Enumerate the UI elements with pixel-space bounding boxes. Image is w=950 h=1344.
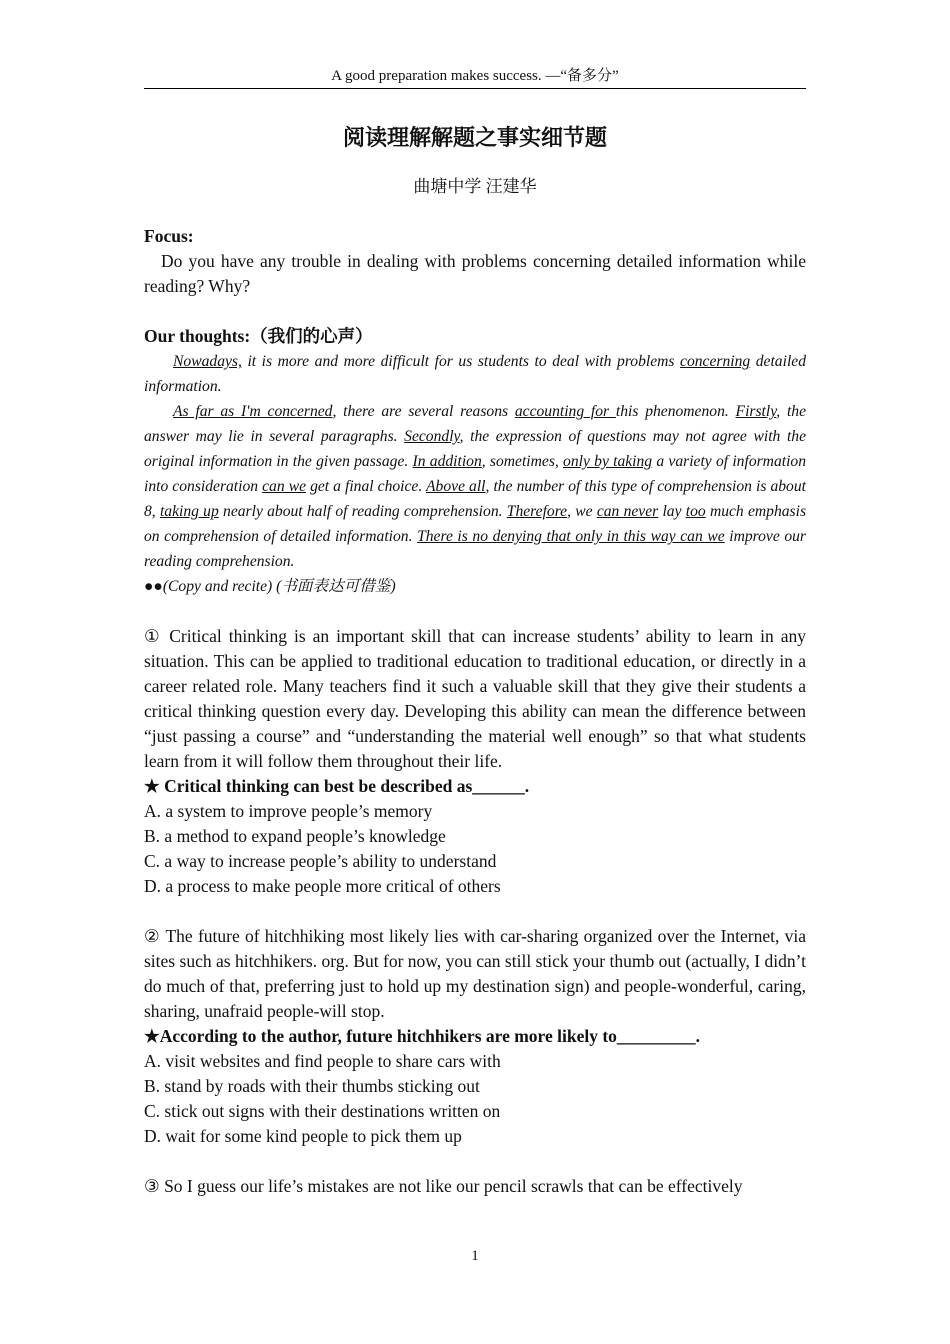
underlined-phrase: Firstly — [735, 403, 777, 420]
option-d: D. wait for some kind people to pick them up — [144, 1126, 462, 1146]
question-stem: ★ Critical thinking can best be described as______. — [144, 776, 530, 796]
spacer — [144, 899, 806, 924]
underlined-phrase: concerning — [680, 353, 751, 370]
thoughts-paragraph-1 — [144, 349, 806, 399]
text-segment: , the number of this type of comprehension is about 8, — [144, 478, 806, 520]
focus-text: Do you have any trouble in dealing with problems concerning detailed information while reading? Why? — [144, 251, 806, 296]
focus-label: Focus: — [144, 226, 194, 246]
document-body — [144, 224, 806, 1199]
passage-3-start: ③ So I guess our life’s mistakes are not like our pencil scrawls that can be effectively — [144, 1176, 743, 1196]
underlined-phrase: can never — [596, 503, 659, 520]
author-line: 曲塘中学 汪建华 — [413, 177, 537, 196]
option-a: A. visit websites and find people to share cars with — [144, 1051, 501, 1071]
underlined-phrase: only by taking — [563, 453, 653, 470]
text-segment: , sometimes, — [481, 453, 564, 470]
underlined-phrase: too — [685, 503, 706, 520]
passage-text: ① Critical thinking is an important skill that can increase students’ ability to learn in any situation. This can be applied to traditional education to traditional education, or directly in a career related role. Many teachers find it such a valuable skill that they give their students a critical thinking question every day. Developing this ability can mean the difference between “just passing a course” and “understanding the material well enough” so that what students learn from it will follow them throughout their life. — [144, 626, 806, 771]
option-d: D. a process to make people more critical of others — [144, 876, 501, 896]
question-stem: ★According to the author, future hitchhikers are more likely to_________. — [144, 1026, 701, 1046]
text-segment: a variety of information into consideration — [144, 453, 806, 495]
underlined-phrase: can we — [262, 478, 307, 495]
underlined-phrase: Therefore — [506, 503, 568, 520]
underlined-phrase: Nowadays, — [173, 353, 242, 370]
spacer — [144, 299, 806, 324]
passage-text: ② The future of hitchhiking most likely lies with car-sharing organized over the Internet, via sites such as hitchhikers. org. But for now, you can still stick your thumb out (actually, I didn’t do much of that, preferring just to hold up my destination sign) and people-wonderful, caring, sharing, unafraid people-will stop. — [144, 926, 806, 1021]
text-segment: , the expression of questions may not agree with the original information in the given passage. — [144, 428, 807, 470]
document-title: 阅读理解解题之事实细节题 — [342, 125, 607, 150]
text-segment: detailed information. — [144, 353, 806, 395]
text-segment: lay — [658, 503, 686, 520]
text-segment: nearly about half of reading comprehension. — [218, 503, 507, 520]
thoughts-paragraph-2 — [144, 399, 806, 574]
text-segment: this phenomenon. — [615, 403, 736, 420]
text-segment: improve our reading comprehension. — [144, 528, 806, 570]
underlined-phrase: accounting for — [514, 403, 616, 420]
question-2 — [144, 924, 806, 1149]
text-segment: , we — [567, 503, 597, 520]
underlined-phrase: Secondly — [404, 428, 460, 445]
page-number: 1 — [471, 1248, 479, 1264]
copy-recite-note: ●●(Copy and recite) (书面表达可借鉴) — [144, 578, 396, 595]
question-1 — [144, 624, 806, 899]
option-c: C. stick out signs with their destinations written on — [144, 1101, 501, 1121]
text-segment: get a final choice. — [306, 478, 427, 495]
text-segment: , there are several reasons — [332, 403, 515, 420]
option-c: C. a way to increase people’s ability to understand — [144, 851, 497, 871]
text-segment: much emphasis on comprehension of detailed information. — [144, 503, 807, 545]
underlined-phrase: As far as I'm concerned — [173, 403, 333, 420]
underlined-phrase: Above all — [426, 478, 486, 495]
spacer — [144, 599, 806, 624]
option-a: A. a system to improve people’s memory — [144, 801, 433, 821]
underlined-phrase: There is no denying that only in this way can we — [417, 528, 725, 545]
thoughts-label: Our thoughts:（我们的心声） — [144, 326, 373, 346]
underlined-phrase: taking up — [159, 503, 219, 520]
text-segment: , the answer may lie in several paragraphs. — [144, 403, 806, 445]
text-segment: it is more and more difficult for us students to deal with problems — [241, 353, 681, 370]
option-b: B. a method to expand people’s knowledge — [144, 826, 446, 846]
underlined-phrase: In addition — [412, 453, 482, 470]
page-header: A good preparation makes success. —“备多分” — [331, 68, 619, 84]
header-rule — [144, 88, 806, 89]
spacer — [144, 1149, 806, 1174]
option-b: B. stand by roads with their thumbs sticking out — [144, 1076, 480, 1096]
